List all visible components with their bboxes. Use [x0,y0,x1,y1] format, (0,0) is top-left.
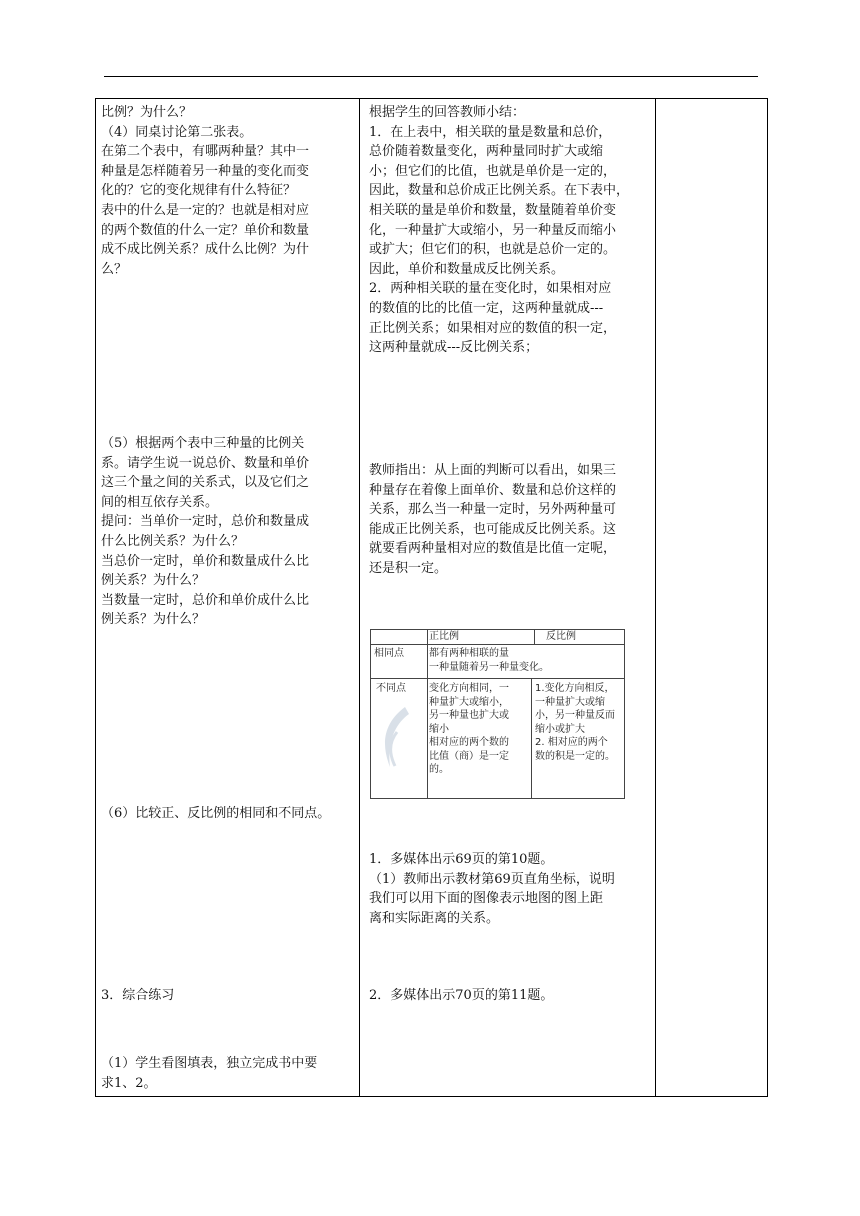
student-questions-block [101,103,309,279]
text-line: 我们可以用下面的图像表示地图的图上距 [369,891,604,907]
text-line: 例关系？为什么？ [101,573,206,589]
text-line: （1）教师出示教材第69页直角坐标，说明 [369,871,615,887]
text-line: 化的？它的变化规律有什么特征？ [101,183,297,199]
row-diff-label: 不同点 [376,683,406,694]
text-line: 么？ [101,261,128,277]
media-item-2: 2．多媒体出示70页的第11题。 [369,988,554,1003]
text-line: 1.变化方向相反， [535,683,615,694]
text-line: 在第二个表中，有哪两种量？其中一 [101,144,310,160]
text-line: 成不成比例关系？成什么比例？为什 [101,242,310,258]
text-line: 缩小或扩大 [535,723,585,735]
text-line: 的两个数值的什么一定？单价和数量 [101,222,310,238]
text-line: 因此，数量和总价成正比例关系。在下表中， [369,183,630,199]
text-line: 什么比例关系？为什么？ [101,533,245,549]
text-line: 数的积是一定的。 [535,750,615,762]
text-line: 种量存在着像上面单价、数量和总价这样的 [369,482,617,498]
text-line: 相对应的两个数的 [429,737,509,748]
text-line: 就要看两种量相对应的数值是比值一定呢， [369,541,617,557]
text-line: （4）同桌讨论第二张表。 [101,124,253,140]
text-line: 离和实际距离的关系。 [369,910,500,926]
header-rule [104,76,758,77]
text-line: （1）学生看图填表，独立完成书中要 [101,1056,318,1071]
text-line: 还是积一定。 [369,560,448,576]
text-line: 求1、2。 [101,1075,157,1091]
text-line: 这两种量就成---反比例关系； [369,340,539,356]
text-line: 或扩大；但它们的积，也就是总价一定的。 [369,242,617,258]
text-line: 2．两种相关联的量在变化时，如果相对应 [369,281,612,297]
text-line: 变化方向相同，一 [429,683,509,694]
practice-title: 3．综合练习 [101,988,175,1003]
text-line: 1．在上表中，相关联的量是数量和总价， [369,124,612,140]
text-line: 根据学生的回答教师小结： [369,105,526,120]
text-line: 一种量扩大或缩 [535,696,605,708]
text-line: 系。请学生说一说总价、数量和单价 [101,455,310,471]
text-line: 小；但它们的比值，也就是单价是一定的， [369,163,617,179]
text-line: 表中的什么是一定的？也就是相对应 [101,202,310,218]
text-line: 比例？为什么？ [101,105,193,120]
header-inverse: 反比例 [546,631,576,642]
student-activity-block [101,434,309,630]
text-line: 这三个量之间的关系式，以及它们之 [101,475,310,491]
diff-inverse [535,682,615,763]
text-line: 因此，单价和数量成反比例关系。 [369,261,565,277]
text-line: 能成正比例关系，也可能成反比例关系。这 [369,521,617,537]
teacher-summary [369,103,629,358]
text-line: 例关系？为什么？ [101,612,206,628]
text-line: 正比例关系；如果相对应的数值的积一定， [369,320,617,336]
column-divider [359,99,360,1096]
text-line: 化，一种量扩大或缩小，另一种量反而缩小 [369,222,617,238]
text-line: 当数量一定时，总价和单价成什么比 [101,592,310,608]
text-line: 2. 相对应的两个 [535,737,608,748]
text-line: （5）根据两个表中三种量的比例关 [101,436,305,451]
text-line: 总价随着数量变化，两种量同时扩大或缩 [369,144,604,160]
text-line: 比值（商）是一定 [429,750,509,762]
media-item-1 [369,850,615,928]
text-line: 一种量随着另一种量变化。 [429,661,549,673]
text-line: 的。 [429,764,449,775]
text-line: 相关联的量是单价和数量，数量随着单价变 [369,202,617,218]
diff-direct [429,682,509,777]
text-line: 都有两种相联的量 [429,648,509,659]
text-line: 教师指出：从上面的判断可以看出，如果三 [369,463,617,478]
text-line: 提问：当单价一定时，总价和数量成 [101,514,310,530]
text-line: 缩小 [429,723,449,735]
item-6: （6）比较正、反比例的相同和不同点。 [101,806,331,821]
text-line: 间的相互依存关系。 [101,494,219,510]
header-direct: 正比例 [429,631,459,642]
text-line: 种量是怎样随着另一种量的变化而变 [101,163,310,179]
text-line: 种量扩大或缩小， [429,696,509,708]
lesson-table [95,98,768,1097]
teacher-note [369,461,616,579]
practice-item-1 [101,1054,317,1093]
watermark-logo [375,702,415,772]
row-same-label: 相同点 [374,648,404,659]
text-line: 当总价一定时，单价和数量成什么比 [101,553,310,569]
column-divider [655,99,656,1096]
text-line: 的数值的比的比值一定，这两种量就成--- [369,300,604,316]
comparison-table [370,629,625,799]
row-same-text [429,647,549,674]
text-line: 关系，那么当一种量一定时，另外两种量可 [369,502,617,518]
text-line: 1．多媒体出示69页的第10题。 [369,852,554,867]
text-line: 小，另一种量反而 [535,710,615,721]
text-line: 另一种量也扩大或 [429,710,509,721]
